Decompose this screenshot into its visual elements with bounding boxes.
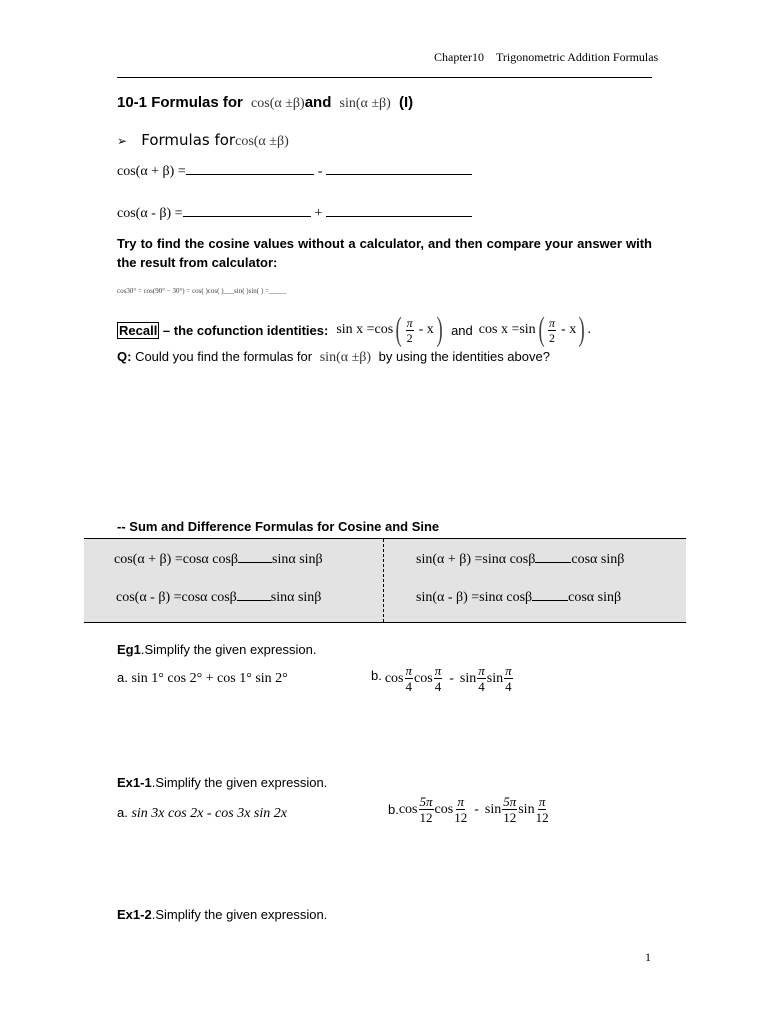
fraction-numerator: π — [457, 794, 464, 809]
ex1-1-b-sin-2: sin — [518, 801, 535, 817]
ex1-1-b-label: b. — [388, 802, 399, 817]
ex1-1-label: Ex1-1 — [117, 775, 152, 790]
cofunction-1-fraction — [406, 317, 414, 344]
cos-sum-lhs: cos(α + β) =cosα cosβ — [114, 552, 239, 567]
cos-sum-formula — [114, 552, 323, 568]
ex1-1-heading — [117, 775, 327, 790]
eg1-text: .Simplify the given expression. — [140, 642, 317, 657]
question-line — [117, 349, 550, 366]
recall-box: Recall — [119, 322, 158, 338]
eg1-b-frac-1 — [405, 664, 414, 693]
cofunction-1-tail: - x — [418, 322, 434, 337]
eg1-b-minus: - — [449, 670, 454, 686]
sin-sum-blank[interactable] — [535, 562, 571, 563]
fill-line-1 — [117, 164, 472, 180]
question-text-b: by using the identities above? — [378, 349, 550, 364]
section-suffix: (I) — [399, 94, 414, 111]
cos-sum-blank[interactable] — [238, 562, 272, 563]
fraction-denominator: 4 — [434, 679, 442, 694]
ex1-1-b-cos-1: cos — [398, 801, 418, 817]
sin-sum-lhs: sin(α + β) =sinα cosβ — [416, 552, 536, 567]
fraction-numerator: π — [478, 663, 485, 678]
blank-2a[interactable] — [183, 216, 311, 217]
fill-line-1-op: - — [317, 164, 323, 179]
recall-text: – the cofunction identities: — [159, 322, 329, 338]
fraction-denominator: 12 — [535, 810, 549, 825]
eg1-b-frac-3 — [477, 664, 486, 693]
cofunction-1-lhs: sin x =cos — [336, 322, 394, 337]
question-label: Q: — [117, 349, 132, 364]
ex1-1-b-sin-1: sin — [484, 801, 502, 817]
section-sin-expr: sin(α ±β) — [339, 96, 391, 111]
cos-diff-blank[interactable] — [237, 600, 271, 601]
blank-2b[interactable] — [326, 216, 472, 217]
eg1-b-cos-1: cos — [384, 670, 404, 686]
blank-1b[interactable] — [326, 174, 472, 175]
eg1-part-a — [117, 670, 288, 687]
ex1-1-b-frac-3 — [502, 795, 517, 824]
running-header — [434, 50, 658, 65]
recall-and: and — [451, 322, 473, 338]
eg1-a-label: a. — [117, 670, 128, 685]
ex1-2-label: Ex1-2 — [117, 907, 152, 922]
right-paren-icon: ) — [436, 311, 443, 348]
section-prefix: 10-1 Formulas for — [117, 94, 243, 111]
bullet-label: Formulas for — [141, 131, 236, 149]
cos-diff-rhs: sinα sinβ — [270, 590, 322, 605]
chapter-title: Trigonometric Addition Formulas — [496, 50, 659, 64]
cos-diff-lhs: cos(α - β) =cosα cosβ — [116, 590, 237, 605]
ex1-1-a-expr: sin 3x cos 2x - cos 3x sin 2x — [131, 806, 287, 821]
fraction-numerator: π — [549, 315, 556, 330]
fraction-denominator: 12 — [454, 810, 468, 825]
fraction-denominator: 2 — [549, 330, 556, 345]
ex1-1-b-cos-2: cos — [434, 801, 454, 817]
fill-line-2-lhs: cos(α - β) = — [117, 206, 183, 221]
fraction-numerator: 5π — [503, 794, 517, 809]
fill-line-2 — [117, 206, 472, 222]
ex1-2-text: .Simplify the given expression. — [151, 907, 328, 922]
fraction-numerator: π — [538, 794, 546, 809]
page-number: 1 — [645, 950, 651, 964]
cos-sum-rhs: sinα sinβ — [272, 552, 323, 567]
fraction-numerator: π — [406, 315, 413, 330]
eg1-b-frac-4 — [504, 664, 513, 693]
ex1-1-text: .Simplify the given expression. — [151, 775, 328, 790]
cofunction-2-fraction — [548, 317, 556, 344]
eg1-a-expr: sin 1° cos 2° + cos 1° sin 2° — [131, 671, 288, 686]
fill-line-2-op: + — [314, 206, 323, 221]
ex1-2-heading — [117, 907, 327, 922]
eg1-b-sin-2: sin — [486, 670, 504, 686]
fraction-numerator: π — [434, 663, 442, 678]
eg1-b-frac-2 — [434, 664, 443, 693]
sin-diff-blank[interactable] — [532, 600, 568, 601]
recall-line — [117, 313, 591, 347]
eg1-part-b — [371, 664, 514, 693]
section-title — [117, 94, 413, 112]
eg1-label: Eg1 — [117, 642, 141, 657]
sin-diff-lhs: sin(α - β) =sinα cosβ — [416, 590, 533, 605]
sin-sum-formula — [416, 552, 624, 568]
sin-diff-rhs: cosα sinβ — [568, 590, 622, 605]
chapter-label: Chapter10 — [434, 50, 484, 64]
instruction-text: Try to find the cosine values without a calculator, and then compare your answer with the result from calculator: — [117, 236, 652, 270]
fraction-numerator: π — [505, 663, 512, 678]
question-expr: sin(α ±β) — [319, 350, 372, 365]
fraction-denominator: 12 — [419, 810, 433, 825]
small-cos30-equation: cos30° = cos(90° − 30°) = cos( )cos( )___sin( )sin( ) =_____ — [117, 287, 287, 295]
recall-end: . — [587, 322, 592, 337]
fraction-denominator: 4 — [505, 679, 512, 694]
ex1-1-b-frac-1 — [419, 795, 434, 824]
sum-diff-heading: -- Sum and Difference Formulas for Cosine and Sine — [117, 519, 440, 534]
question-text-a: Could you find the formulas for — [131, 349, 313, 364]
fraction-denominator: 4 — [478, 679, 485, 694]
sin-sum-rhs: cosα sinβ — [571, 552, 625, 567]
section-and: and — [304, 94, 332, 111]
arrow-bullet-icon: ➢ — [117, 134, 128, 148]
formula-table — [84, 538, 686, 623]
ex1-1-b-minus: - — [474, 801, 479, 817]
cos-diff-formula — [116, 590, 321, 606]
eg1-heading — [117, 642, 316, 657]
fraction-denominator: 2 — [406, 330, 413, 345]
ex1-1-part-b — [388, 795, 550, 824]
bullet-expr: cos(α ±β) — [235, 134, 289, 149]
eg1-b-sin-1: sin — [459, 670, 477, 686]
eg1-b-cos-2: cos — [414, 670, 433, 686]
table-divider — [383, 539, 384, 622]
ex1-1-a-label: a. — [117, 805, 128, 820]
eg1-b-label: b. — [371, 668, 382, 683]
blank-1a[interactable] — [186, 174, 314, 175]
sin-diff-formula — [416, 590, 621, 606]
fill-line-1-lhs: cos(α + β) = — [117, 164, 186, 179]
bullet-formulas — [117, 131, 289, 150]
section-cos-expr: cos(α ±β) — [251, 96, 305, 111]
header-rule — [117, 77, 652, 78]
left-paren-icon: ( — [395, 311, 403, 348]
right-paren-icon: ) — [578, 311, 585, 348]
fraction-denominator: 12 — [503, 810, 517, 825]
cofunction-2-lhs: cos x =sin — [478, 322, 536, 337]
ex1-1-part-a — [117, 805, 287, 822]
ex1-1-b-frac-4 — [536, 795, 549, 824]
cofunction-2-tail: - x — [561, 322, 577, 337]
fraction-denominator: 4 — [405, 679, 413, 694]
left-paren-icon: ( — [538, 311, 545, 348]
ex1-1-b-frac-2 — [454, 795, 467, 824]
fraction-numerator: π — [405, 663, 413, 678]
fraction-numerator: 5π — [419, 794, 433, 809]
